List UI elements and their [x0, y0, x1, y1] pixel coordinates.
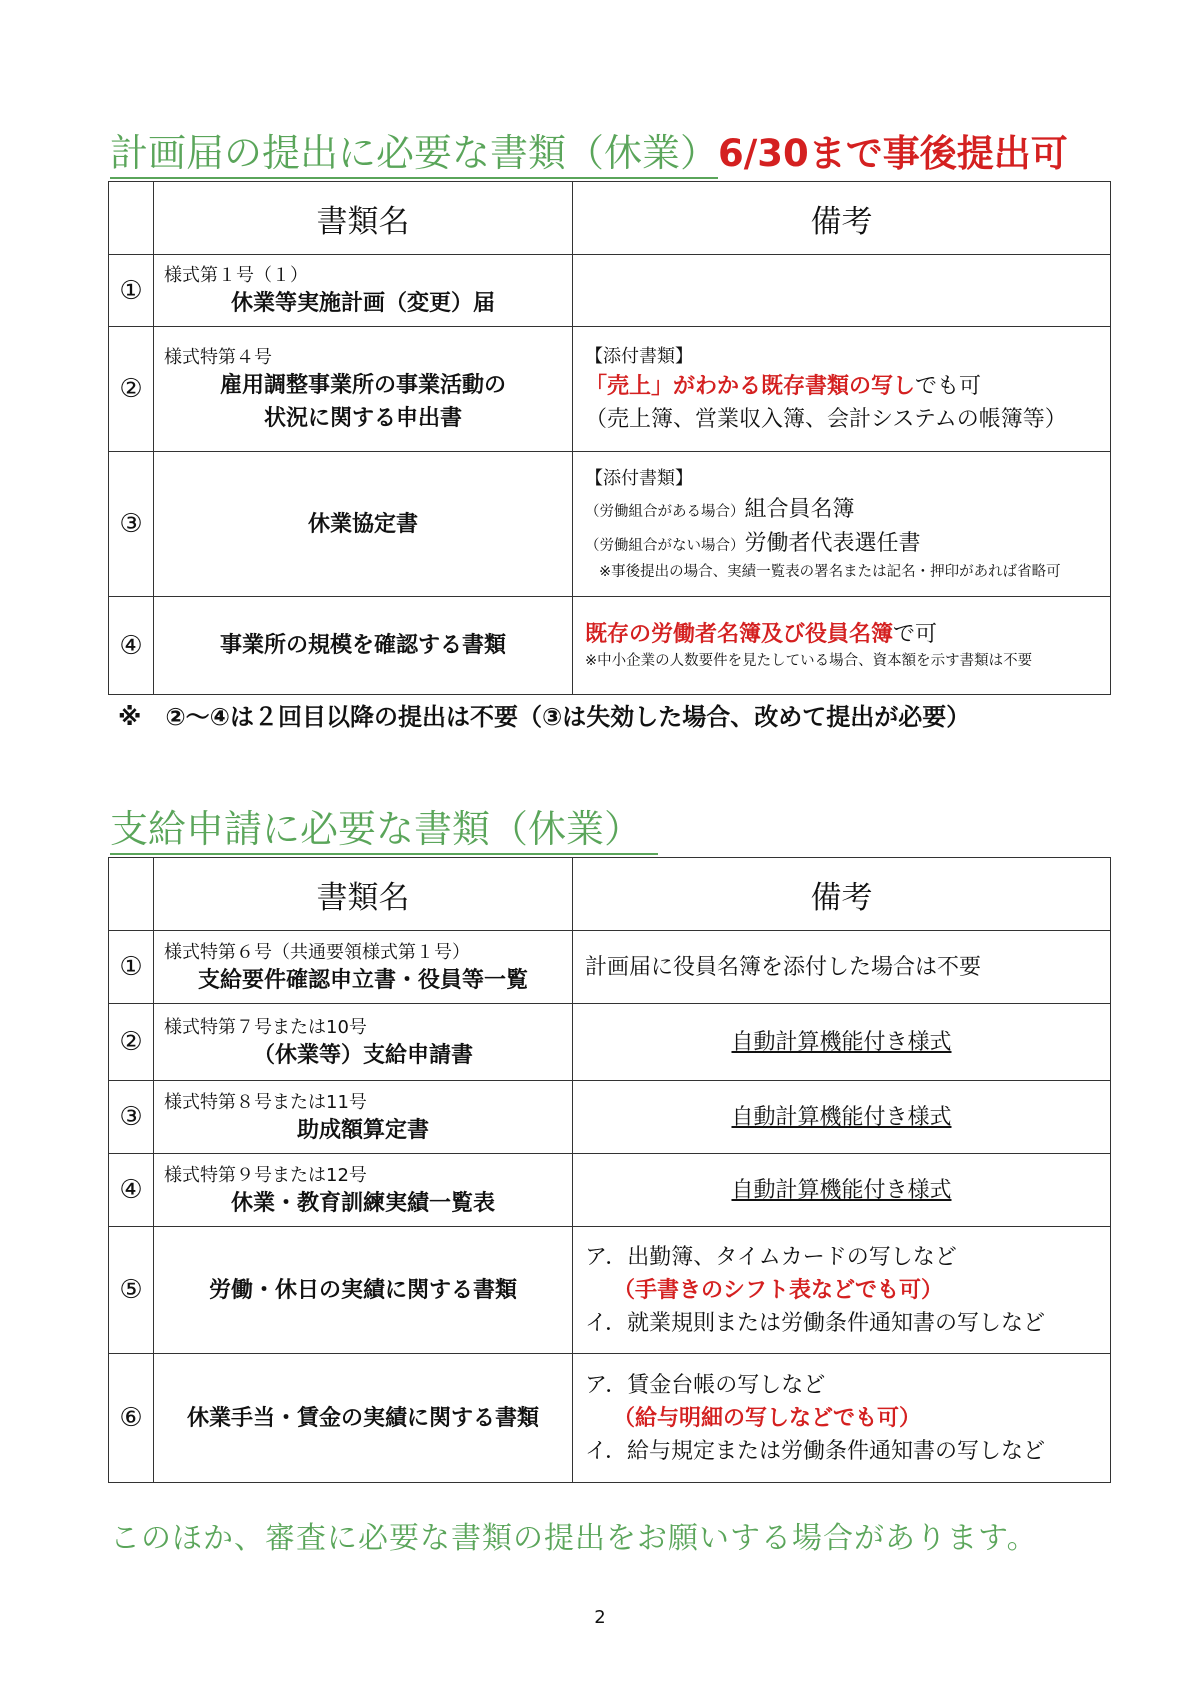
row-num: ③ — [109, 1081, 154, 1154]
row-name — [154, 452, 573, 597]
table-row — [109, 1004, 1111, 1081]
row-note — [573, 327, 1111, 452]
note-line: ア．出勤簿、タイムカードの写しなど — [585, 1244, 957, 1270]
document-name: 休業協定書 — [307, 511, 418, 537]
note-line: イ．就業規則または労働条件通知書の写しなど — [585, 1310, 1046, 1336]
footnote: ※ ②～④は２回目以降の提出は不要（③は失効した場合、改めて提出が必要） — [118, 703, 971, 731]
header-num — [109, 182, 154, 255]
header-num — [109, 858, 154, 931]
table-row — [109, 255, 1111, 327]
table-row — [109, 1154, 1111, 1227]
attachment-label: 【添付書類】 — [585, 345, 693, 367]
row-note — [573, 1004, 1111, 1081]
row-num: ⑥ — [109, 1354, 154, 1483]
form-number: 様式特第７号または10号 — [164, 1016, 367, 1038]
header-note: 備考 — [573, 858, 1111, 931]
auto-calc-form-link[interactable]: 自動計算機能付き様式 — [731, 1029, 952, 1055]
row-note: 計画届に役員名簿を添付した場合は不要 — [573, 931, 1111, 1004]
table-row — [109, 597, 1111, 695]
table-header-row — [109, 182, 1111, 255]
row-note — [573, 1227, 1111, 1354]
row-name — [154, 327, 573, 452]
note-line: （売上簿、営業収入簿、会計システムの帳簿等） — [585, 406, 1067, 432]
section1-title — [110, 122, 1068, 177]
note-tail: で可 — [893, 622, 938, 648]
closing-note: このほか、審査に必要な書類の提出をお願いする場合があります。 — [110, 1521, 1038, 1556]
section2-title-main: 支給申請に必要な書類（休業） — [110, 807, 658, 855]
header-note: 備考 — [573, 182, 1111, 255]
row-note — [573, 255, 1111, 327]
table-row — [109, 931, 1111, 1004]
row-num: ④ — [109, 597, 154, 695]
row-num: ② — [109, 327, 154, 452]
note-emphasis: 「売上」がわかる既存書類の写し — [585, 373, 916, 399]
row-name — [154, 1227, 573, 1354]
form-number: 様式特第４号 — [164, 347, 272, 368]
document-name-line1: 雇用調整事業所の事業活動の — [219, 373, 506, 398]
note-value: 労働者代表選任書 — [744, 530, 921, 556]
plan-documents-table — [108, 181, 1111, 695]
document-name: 助成額算定書 — [296, 1117, 429, 1143]
form-number: 様式特第８号または11号 — [164, 1091, 367, 1113]
table-row — [109, 1227, 1111, 1354]
table-row — [109, 327, 1111, 452]
row-num: ② — [109, 1004, 154, 1081]
section1-title-main: 計画届の提出に必要な書類（休業） — [110, 131, 718, 179]
page-number: 2 — [594, 1607, 606, 1628]
row-name — [154, 1004, 573, 1081]
form-number: 様式第１号（１） — [164, 265, 308, 286]
document-name: 休業手当・賃金の実績に関する書類 — [186, 1405, 539, 1431]
document-name: 事業所の規模を確認する書類 — [219, 633, 506, 658]
row-name — [154, 1154, 573, 1227]
table-header-row — [109, 858, 1111, 931]
note-remark: ※事後提出の場合、実績一覧表の署名または記名・押印があれば省略可 — [599, 563, 1061, 580]
note-line: イ．給与規定または労働条件通知書の写しなど — [585, 1438, 1046, 1464]
auto-calc-form-link[interactable]: 自動計算機能付き様式 — [731, 1177, 952, 1203]
row-num: ① — [109, 931, 154, 1004]
document-name: 休業・教育訓練実績一覧表 — [230, 1190, 495, 1216]
note-tail: でも可 — [915, 373, 982, 399]
note-line: ア．賃金台帳の写しなど — [585, 1372, 826, 1398]
form-number: 様式特第６号（共通要領様式第１号） — [164, 941, 470, 963]
auto-calc-form-link[interactable]: 自動計算機能付き様式 — [731, 1104, 952, 1130]
row-name — [154, 1354, 573, 1483]
note-line — [585, 493, 1098, 527]
document-name: 休業等実施計画（変更）届 — [230, 291, 495, 316]
application-documents-table — [108, 857, 1111, 1483]
note-condition: （労働組合がある場合） — [585, 503, 745, 520]
note-line — [585, 527, 1098, 561]
note-value: 組合員名簿 — [744, 496, 855, 522]
section1-title-deadline: 6/30まで事後提出可 — [718, 132, 1068, 175]
row-note — [573, 1154, 1111, 1227]
row-note — [573, 597, 1111, 695]
table-row — [109, 452, 1111, 597]
section2-title — [110, 798, 658, 853]
note-line — [585, 370, 1098, 403]
row-note — [573, 1081, 1111, 1154]
table-row — [109, 1081, 1111, 1154]
row-num: ① — [109, 255, 154, 327]
row-name — [154, 931, 573, 1004]
attachment-label: 【添付書類】 — [585, 467, 693, 489]
document-name-line2: 状況に関する申出書 — [263, 406, 462, 431]
note-emphasis: 既存の労働者名簿及び役員名簿 — [585, 622, 894, 648]
document-name: 支給要件確認申立書・役員等一覧 — [197, 967, 528, 993]
note-emphasis: （手書きのシフト表などでも可） — [613, 1277, 944, 1303]
note-remark: ※中小企業の人数要件を見たしている場合、資本額を示す書類は不要 — [585, 653, 1033, 670]
header-name: 書類名 — [154, 182, 573, 255]
row-num: ⑤ — [109, 1227, 154, 1354]
row-name — [154, 597, 573, 695]
row-name — [154, 255, 573, 327]
note-emphasis: （給与明細の写しなどでも可） — [613, 1405, 922, 1431]
form-number: 様式特第９号または12号 — [164, 1164, 367, 1186]
row-num: ④ — [109, 1154, 154, 1227]
document-name: 労働・休日の実績に関する書類 — [208, 1277, 517, 1303]
table-row — [109, 1354, 1111, 1483]
header-name: 書類名 — [154, 858, 573, 931]
row-note — [573, 1354, 1111, 1483]
document-name: （休業等）支給申請書 — [252, 1042, 473, 1068]
row-name — [154, 1081, 573, 1154]
note-line — [585, 618, 1098, 651]
row-num: ③ — [109, 452, 154, 597]
note-condition: （労働組合がない場合） — [585, 537, 745, 554]
row-note — [573, 452, 1111, 597]
